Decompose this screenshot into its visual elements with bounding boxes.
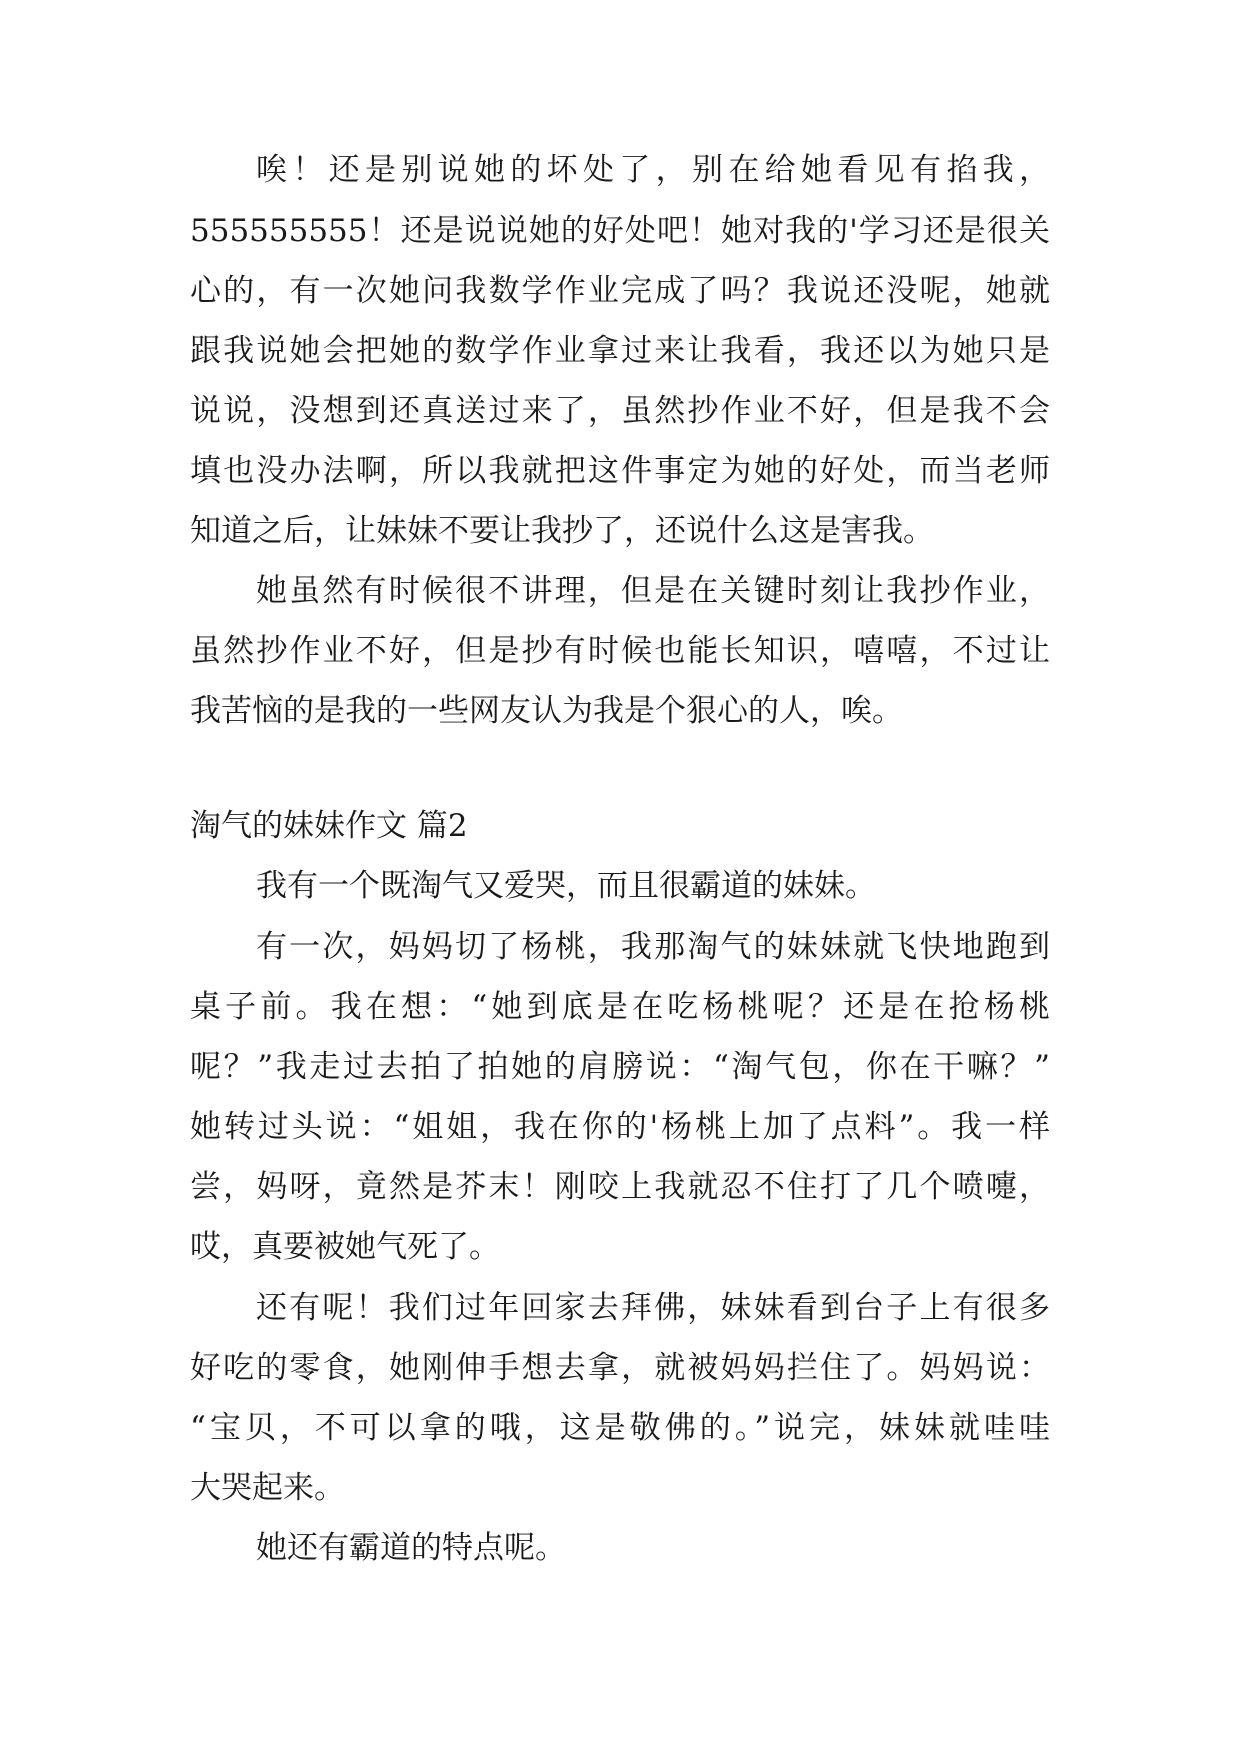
paragraph-line: 桌子前。我在想：“她到底是在吃杨桃呢？还是在抢杨桃: [190, 989, 1050, 1025]
paragraph-line: 心的，有一次她问我数学作业完成了吗？我说还没呢，她就: [190, 273, 1050, 309]
paragraph-line: 知道之后，让妹妹不要让我抄了，还说什么这是害我。: [190, 513, 934, 549]
paragraph-line: 尝，妈呀，竟然是芥末！刚咬上我就忍不住打了几个喷嚏，: [190, 1169, 1050, 1205]
paragraph-line: 555555555！还是说说她的好处吧！她对我的'学习还是很关: [190, 213, 1050, 249]
paragraph-line: 我有一个既淘气又爱哭，而且很霸道的妹妹。: [256, 868, 876, 904]
paragraph-line: “宝贝，不可以拿的哦，这是敬佛的。”说完，妹妹就哇哇: [190, 1410, 1050, 1446]
paragraph-line: 填也没办法啊，所以我就把这件事定为她的好处，而当老师: [190, 453, 1050, 489]
paragraph-line: 有一次，妈妈切了杨桃，我那淘气的妹妹就飞快地跑到: [256, 929, 1050, 965]
paragraph-line: 跟我说她会把她的数学作业拿过来让我看，我还以为她只是: [190, 333, 1050, 369]
section-heading: 淘气的妹妹作文 篇2: [190, 808, 468, 844]
paragraph-line: 还有呢！我们过年回家去拜佛，妹妹看到台子上有很多: [256, 1290, 1050, 1326]
paragraph-line: 哎，真要被她气死了。: [190, 1229, 500, 1265]
paragraph-line: 好吃的零食，她刚伸手想去拿，就被妈妈拦住了。妈妈说：: [190, 1350, 1050, 1386]
paragraph-line: 说说，没想到还真送过来了，虽然抄作业不好，但是我不会: [190, 393, 1050, 429]
paragraph-line: 我苦恼的是我的一些网友认为我是个狠心的人，唉。: [190, 693, 903, 729]
paragraph-line: 虽然抄作业不好，但是抄有时候也能长知识，嘻嘻，不过让: [190, 633, 1050, 669]
paragraph-line: 她转过头说：“姐姐，我在你的'杨桃上加了点料”。我一样: [190, 1109, 1050, 1145]
paragraph-line: 呢？”我走过去拍了拍她的肩膀说：“淘气包，你在干嘛？”: [190, 1049, 1050, 1085]
paragraph-line: 大哭起来。: [190, 1470, 345, 1506]
paragraph-line: 她虽然有时候很不讲理，但是在关键时刻让我抄作业，: [256, 573, 1050, 609]
paragraph-line: 唉！还是别说她的坏处了，别在给她看见有掐我，: [256, 152, 1050, 188]
paragraph-line: 她还有霸道的特点呢。: [256, 1530, 566, 1566]
